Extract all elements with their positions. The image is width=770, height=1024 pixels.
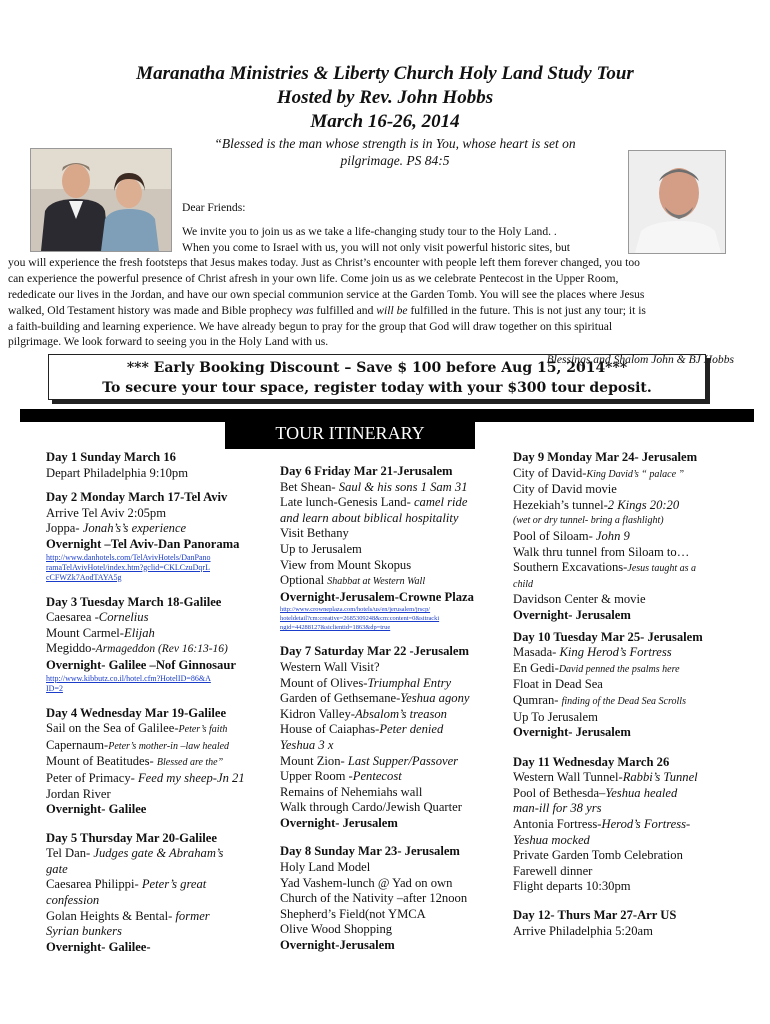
letter-line: We invite you to join us as we take a life-changing study tour to the Holy Land. . [182, 224, 557, 238]
place: Pool of Siloam- [513, 528, 596, 543]
overnight: Overnight- Galilee- [46, 939, 151, 954]
itinerary-item: Up To Jerusalem [513, 709, 598, 724]
letter-text: fulfilled and [313, 303, 377, 317]
letter-line: a faith-building and learning experience. We have already begun to pray for the group that God will draw together on this spiritual [8, 319, 613, 333]
itinerary-item: Depart Philadelphia 9:10pm [46, 465, 188, 480]
place-note: David penned the psalms here [558, 663, 680, 675]
itinerary-item [280, 495, 500, 511]
itinerary-item: Float in Dead Sea [513, 677, 603, 692]
itinerary-item [513, 661, 738, 678]
itinerary-item [46, 610, 261, 626]
letter-emphasis: was [295, 303, 314, 317]
place-note: Peter denied [379, 722, 444, 737]
itinerary-column-3 [513, 450, 738, 939]
title-line-2: Hosted by Rev. John Hobbs [276, 87, 494, 108]
itinerary-item: Remains of Nehemiahs wall [280, 784, 423, 799]
letter-line: can experience the powerful presence of Christ afresh in your own life. Come join us as we celebrate Pentecost in the Upper Room, [8, 272, 619, 286]
place-note: Absalom’s treason [354, 706, 447, 721]
itinerary-item [46, 721, 261, 738]
salutation: Dear Friends: [182, 201, 246, 214]
place-note: Saul & his sons 1 Sam 31 [338, 479, 468, 494]
itinerary-column-1 [46, 450, 261, 955]
itinerary-item [513, 786, 738, 802]
place-note: John 9 [595, 528, 630, 543]
place: Mount of Beatitudes- [46, 754, 157, 769]
itinerary-item: Yad Vashem-lunch @ Yad on own [280, 875, 453, 890]
day-heading: Day 7 Saturday Mar 22 -Jerusalem [280, 644, 470, 659]
link-text: cCFWZk7AodTAYA5g [46, 572, 122, 582]
promo-line-1: *** Early Booking Discount – Save $ 100 before Aug 15, 2014*** [126, 360, 628, 376]
letter-signature: Blessings and Shalom John & BJ Hobbs [546, 353, 734, 367]
place: Caesarea - [46, 610, 99, 625]
verse-line-1: “Blessed is the man whose strength is in You, whose heart is set on [214, 136, 576, 151]
place: Southern Excavations- [513, 560, 628, 575]
place-note: King David’s “ palace ” [586, 468, 685, 480]
itinerary-item: Shepherd’s Field(not YMCA [280, 906, 426, 921]
place: Masada- [513, 645, 560, 660]
day-heading: Day 2 Monday March 17-Tel Aviv [46, 490, 228, 505]
place-note: Judges gate & Abraham’s [93, 846, 224, 861]
itinerary-item: Western Wall Visit? [280, 659, 380, 674]
day-heading: Day 5 Thursday Mar 20-Galilee [46, 830, 217, 845]
day-heading: Day 6 Friday Mar 21-Jerusalem [280, 464, 453, 478]
place-note: Elijah [124, 625, 155, 640]
itinerary-column-2 [280, 464, 500, 954]
itinerary-item [280, 691, 500, 707]
itinerary-item [46, 641, 261, 658]
place: Tel Dan- [46, 846, 94, 861]
itinerary-item [46, 521, 261, 537]
itinerary-item: child [513, 578, 533, 590]
scripture-verse [190, 135, 600, 169]
link-text: ID=2 [46, 683, 63, 693]
itinerary-item: Flight departs 10:30pm [513, 879, 631, 894]
letter-line: you will experience the fresh footsteps that Jesus makes today. Just as Christ’s encounter with people left them forever changed, you too [8, 256, 640, 270]
itinerary-item [46, 738, 261, 755]
place: City of David- [513, 465, 587, 480]
itinerary-item: Private Garden Tomb Celebration [513, 848, 683, 863]
itinerary-item [280, 676, 500, 692]
itinerary-item: Arrive Philadelphia 5:20am [513, 923, 653, 938]
place-note: Pentecost [352, 769, 402, 784]
itinerary-item: confession [46, 893, 100, 908]
place: Joppa- [46, 521, 83, 536]
hotel-link[interactable] [280, 605, 500, 632]
place-note: Yeshua agony [400, 691, 470, 706]
itinerary-heading: TOUR ITINERARY [225, 417, 475, 449]
day-heading: Day 9 Monday Mar 24- Jerusalem [513, 450, 698, 464]
itinerary-item: Davidson Center & movie [513, 592, 646, 607]
place: Qumran- [513, 692, 562, 707]
overnight: Overnight- Galilee [46, 802, 147, 817]
place-note: Peter’s mother-in –law healed [108, 740, 230, 752]
place: En Gedi- [513, 660, 559, 675]
itinerary-item [513, 529, 738, 545]
itinerary-item: Arrive Tel Aviv 2:05pm [46, 505, 167, 520]
place-note: Jonah’s’s experience [82, 521, 187, 536]
place: Megiddo- [46, 641, 96, 656]
place-note: Peter’s faith [178, 724, 228, 736]
place: Peter of Primacy- [46, 770, 138, 785]
itinerary-item: Holy Land Model [280, 860, 371, 875]
letter-line: rededicate our lives in the Jordan, and have our own special communion service at the Garden Tomb. You will see the places where Jesus [8, 287, 645, 301]
place: Sail on the Sea of Galilee- [46, 721, 179, 736]
place: Garden of Gethsemane- [280, 691, 401, 706]
itinerary-item [280, 722, 500, 738]
place-note: camel ride [413, 495, 468, 510]
itinerary-item: Olive Wood Shopping [280, 922, 393, 937]
overnight: Overnight- Jerusalem [513, 725, 631, 740]
itinerary-item: gate [46, 861, 68, 876]
itinerary-item [513, 560, 738, 577]
itinerary-item: Church of the Nativity –after 12noon [280, 891, 468, 906]
itinerary-item [46, 846, 261, 862]
itinerary-item: Walk thru tunnel from Siloam to… [513, 544, 690, 559]
place: Capernaum- [46, 737, 109, 752]
link-text: hoteldetail?cm:creative=2685309248&cm:content=0&sitracki [280, 615, 440, 623]
itinerary-item [280, 769, 500, 785]
itinerary-item [513, 645, 738, 661]
place-note: Cornelius [98, 610, 149, 625]
place: Golan Heights & Bental- [46, 908, 176, 923]
promo-line-2: To secure your tour space, register today with your $300 tour deposit. [102, 380, 652, 396]
place: Hezekiah’s tunnel- [513, 497, 608, 512]
place-note: Last Supper/Passover [347, 753, 459, 768]
place: Mount Carmel- [46, 625, 124, 640]
letter-line [8, 303, 734, 319]
link-text: http://www.danhotels.com/TelAvivHotels/DanPano [46, 552, 211, 562]
letter-text: walked, Old Testament history was made and Bible prophecy [8, 303, 296, 317]
place: Kidron Valley- [280, 706, 355, 721]
place: Western Wall Tunnel- [513, 770, 623, 785]
place-note: Yeshua healed [605, 785, 678, 800]
day-heading: Day 4 Wednesday Mar 19-Galilee [46, 705, 227, 720]
itinerary-item: Jordan River [46, 786, 111, 801]
itinerary-item [280, 573, 500, 590]
itinerary-item [46, 754, 261, 771]
itinerary-item [46, 626, 261, 642]
letter-line: pilgrimage. We look forward to seeing you in the Holy Land with us. [8, 335, 329, 349]
day-heading: Day 3 Tuesday March 18-Galilee [46, 594, 222, 609]
invitation-letter [8, 200, 734, 368]
itinerary-item [280, 754, 500, 770]
place-note: King Herod’s Fortress [559, 645, 672, 660]
itinerary-item: Syrian bunkers [46, 924, 122, 939]
itinerary-item [513, 498, 738, 514]
itinerary-item [46, 909, 261, 925]
itinerary-item: (wet or dry tunnel- bring a flashlight) [513, 515, 664, 527]
hotel-link[interactable] [46, 674, 261, 694]
itinerary-item [280, 480, 500, 496]
title-line-3: March 16-26, 2014 [310, 111, 460, 132]
link-text: ngid=44288127&siclientid=1863&dp=true [280, 624, 391, 632]
place: Upper Room - [280, 769, 353, 784]
place: Optional [280, 573, 328, 588]
place-note: Herod’s Fortress- [601, 817, 691, 832]
place: Late lunch-Genesis Land- [280, 495, 414, 510]
place: Mount of Olives- [280, 675, 368, 690]
place-note: Peter’s great [141, 877, 207, 892]
place-note: finding of the Dead Sea Scrolls [561, 695, 686, 707]
place: House of Caiaphas- [280, 722, 380, 737]
early-booking-box [48, 354, 706, 400]
place: Mount Zion- [280, 753, 348, 768]
link-text: http://www.kibbutz.co.il/hotel.cfm?HotelID=86&A [46, 673, 211, 683]
place-note: former [175, 908, 210, 923]
overnight: Overnight-Jerusalem-Crowne Plaza [280, 589, 474, 604]
overnight: Overnight-Jerusalem [280, 938, 395, 953]
day-heading: Day 8 Sunday Mar 23- Jerusalem [280, 844, 460, 859]
verse-line-2: pilgrimage. PS 84:5 [340, 153, 450, 168]
link-text: http://www.crowneplaza.com/hotels/us/en/jerusalem/jrscp/ [280, 606, 431, 614]
place-note: Jesus taught as a [627, 563, 696, 575]
hotel-link[interactable] [46, 553, 261, 583]
itinerary-item: Farewell dinner [513, 863, 593, 878]
itinerary-item [280, 707, 500, 723]
day-heading: Day 11 Wednesday March 26 [513, 754, 670, 769]
place-note: Armageddon (Rev 16:13-16) [95, 643, 228, 656]
itinerary-item [46, 771, 261, 787]
place-note: Feed my sheep-Jn 21 [137, 770, 245, 785]
itinerary-item: Yeshua 3 x [280, 737, 334, 752]
place: Caesarea Philippi- [46, 877, 142, 892]
itinerary-item: Yeshua mocked [513, 832, 590, 847]
place-note: Blessed are the” [156, 757, 224, 769]
overnight: Overnight –Tel Aviv-Dan Panorama [46, 536, 240, 551]
tour-title [0, 62, 770, 134]
title-line-1: Maranatha Ministries & Liberty Church Holy Land Study Tour [136, 63, 634, 84]
itinerary-item: City of David movie [513, 482, 617, 497]
itinerary-item [513, 693, 738, 710]
overnight: Overnight- Galilee –Nof Ginnosaur [46, 657, 236, 672]
place-note: Triumphal Entry [367, 675, 452, 690]
place-note: Rabbi’s Tunnel [622, 770, 698, 785]
overnight: Overnight- Jerusalem [280, 815, 398, 830]
day-heading: Day 10 Tuesday Mar 25- Jerusalem [513, 629, 703, 644]
itinerary-item: and learn about biblical hospitality [280, 510, 459, 525]
letter-text: fulfilled in the future. This is not just any tour; it is [407, 303, 646, 317]
itinerary-item [513, 817, 738, 833]
place: Antonia Fortress- [513, 817, 602, 832]
day-heading: Day 1 Sunday March 16 [46, 450, 176, 464]
letter-emphasis: will be [376, 303, 408, 317]
itinerary-item: Visit Bethany [280, 526, 349, 541]
itinerary-item [46, 877, 261, 893]
overnight: Overnight- Jerusalem [513, 607, 631, 622]
itinerary-item: man-ill for 38 yrs [513, 801, 602, 816]
itinerary-item: Up to Jerusalem [280, 541, 362, 556]
link-text: ramaTelAvivHotel/index.htm?gclid=CKLCzuDqrL [46, 562, 210, 572]
itinerary-item: Walk through Cardo/Jewish Quarter [280, 800, 462, 815]
letter-line: When you come to Israel with us, you will not only visit powerful historic sites, but [182, 240, 571, 254]
place: Bet Shean- [280, 479, 339, 494]
place-note: 2 Kings 20:20 [607, 497, 680, 512]
place-note: Shabbat at Western Wall [327, 576, 426, 588]
place: Pool of Bethesda– [513, 785, 606, 800]
day-heading: Day 12- Thurs Mar 27-Arr US [513, 908, 677, 923]
itinerary-item [513, 466, 738, 483]
itinerary-item: View from Mount Skopus [280, 557, 412, 572]
itinerary-item [513, 770, 738, 786]
